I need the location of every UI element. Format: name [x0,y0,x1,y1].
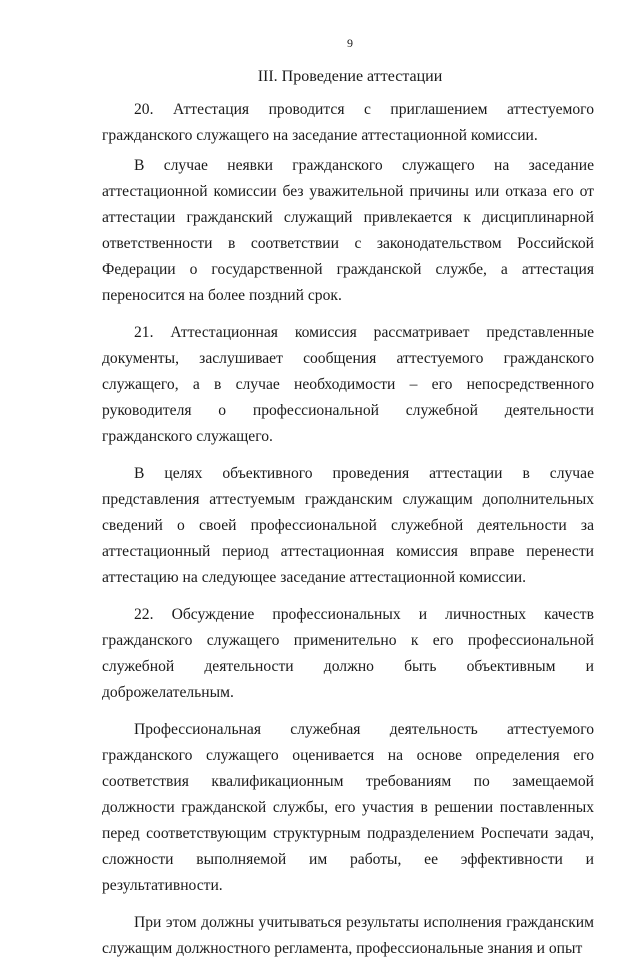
paragraph-non-attendance: В случае неявки гражданского служащего на заседание аттестационной комиссии без уважительной причины или отказа его от аттестации гражданский служащий привлекается к дисциплинарной ответственности в соответствии с законодательством Российской Федерации о государственной гражданской службе, а аттестация переносится на более поздний срок. [102,157,594,304]
page-number: 9 [347,36,353,50]
document-body [102,97,594,966]
paragraph-additional-info: В целях объективного проведения аттестации в случае представления аттестуемым гражданским служащим дополнительных сведений о своей профессиональной служебной деятельности за аттестационный период аттестационная комиссия вправе перенести аттестацию на следующее заседание аттестационной комиссии. [102,465,594,586]
paragraph-considerations: При этом должны учитываться результаты исполнения гражданским служащим должностного регламента, профессиональные знания и опыт [102,914,594,957]
paragraph-evaluation: Профессиональная служебная деятельность аттестуемого гражданского служащего оценивается на основе определения его соответствия квалификационным требованиям по замещаемой должности гражданской службы, его участия в решении поставленных перед соответствующим структурным подразделением Роспечати задач, сложности выполняемой им работы, ее эффективности и результативности. [102,721,594,894]
paragraph-22: 22. Обсуждение профессиональных и личностных качеств гражданского служащего применительно к его профессиональной служебной деятельности должно быть объективным и доброжелательным. [102,606,594,701]
paragraph-21: 21. Аттестационная комиссия рассматривает представленные документы, заслушивает сообщения аттестуемого гражданского служащего, а в случае необходимости – его непосредственного руководителя о профессиональной служебной деятельности гражданского служащего. [102,324,594,445]
section-title: III. Проведение аттестации [257,68,443,85]
paragraph-20: 20. Аттестация проводится с приглашением аттестуемого гражданского служащего на заседание аттестационной комиссии. [102,101,594,144]
